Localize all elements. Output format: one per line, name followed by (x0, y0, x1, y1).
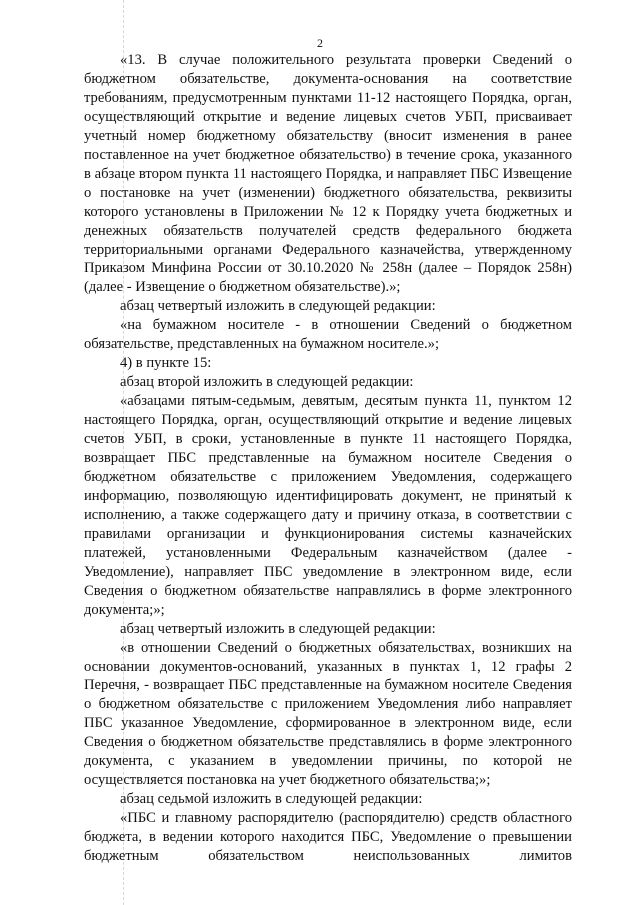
paragraph-quote: «абзацами пятым-седьмым, девятым, десятым пункта 11, пунктом 12 настоящего Порядка, орган, осуществляющий открытие и ведение лицевых счетов УБП, в сроки, установленные в пункте 11 настоящего Порядка, возвращает ПБС представленные на бумажном носителе Сведения о бюджетном обязательстве с приложением Уведомления, содержащего информацию, позволяющую идентифицировать документ, не принятый к исполнению, а также содержащего дату и причину отказа, в соответствии с правилами организации и функционирования системы казначейских платежей, установленными Федеральным казначейством (далее - Уведомление), направляет ПБС уведомление в электронном виде, если Сведения о бюджетном обязательстве направлялись в форме электронного документа;»; (84, 393, 572, 618)
paragraph-item-heading: 4) в пункте 15: (120, 355, 212, 372)
document-body (84, 51, 572, 866)
paragraph-instruction: абзац четвертый изложить в следующей редакции: (120, 298, 436, 315)
paragraph-quote-truncated: «ПБС и главному распорядителю (распорядителю) средств областного бюджета, в ведении которого находится ПБС, Уведомление о превышении бюджетным обязательством неиспользованных лимитов (84, 810, 572, 865)
paragraph-instruction: абзац второй изложить в следующей редакции: (120, 374, 414, 391)
page-number: 2 (317, 36, 323, 50)
paragraph-instruction: абзац четвертый изложить в следующей редакции: (120, 620, 436, 637)
paragraph-quote: «на бумажном носителе - в отношении Сведений о бюджетном обязательстве, представленных на бумажном носителе.»; (84, 317, 572, 353)
paragraph-clause-13: «13. В случае положительного результата проверки Сведений о бюджетном обязательстве, документа-основания на соответствие требованиям, предусмотренным пунктами 11-12 настоящего Порядка, орган, осуществляющий открытие и ведение лицевых счетов УБП, присваивает учетный номер бюджетному обязательству (вносит изменения в ранее поставленное на учет бюджетное обязательство) в течение срока, указанного в абзаце втором пункта 11 настоящего Порядка, и направляет ПБС Извещение о постановке на учет (изменении) бюджетного обязательства, реквизиты которого установлены в Приложении № 12 к Порядку учета бюджетных и денежных обязательств получателей средств федерального бюджета территориальными органами Федерального казначейства, утвержденному Приказом Минфина России от 30.10.2020 № 258н (далее – Порядок 258н) (далее - Извещение о бюджетном обязательстве).»; (84, 52, 572, 296)
paragraph-instruction: абзац седьмой изложить в следующей редакции: (120, 791, 423, 808)
paragraph-quote: «в отношении Сведений о бюджетных обязательствах, возникших на основании документов-оснований, указанных в пунктах 1, 12 графы 2 Перечня, - возвращает ПБС представленные на бумажном носителе Сведения о бюджетном обязательстве с приложением Уведомления либо направляет ПБС указанное Уведомление, сформированное в электронном виде, если Сведения о бюджетном обязательстве представлялись в форме электронного документа, с указанием в уведомлении причины, по которой не осуществляется постановка на учет бюджетного обязательства;»; (84, 639, 572, 789)
